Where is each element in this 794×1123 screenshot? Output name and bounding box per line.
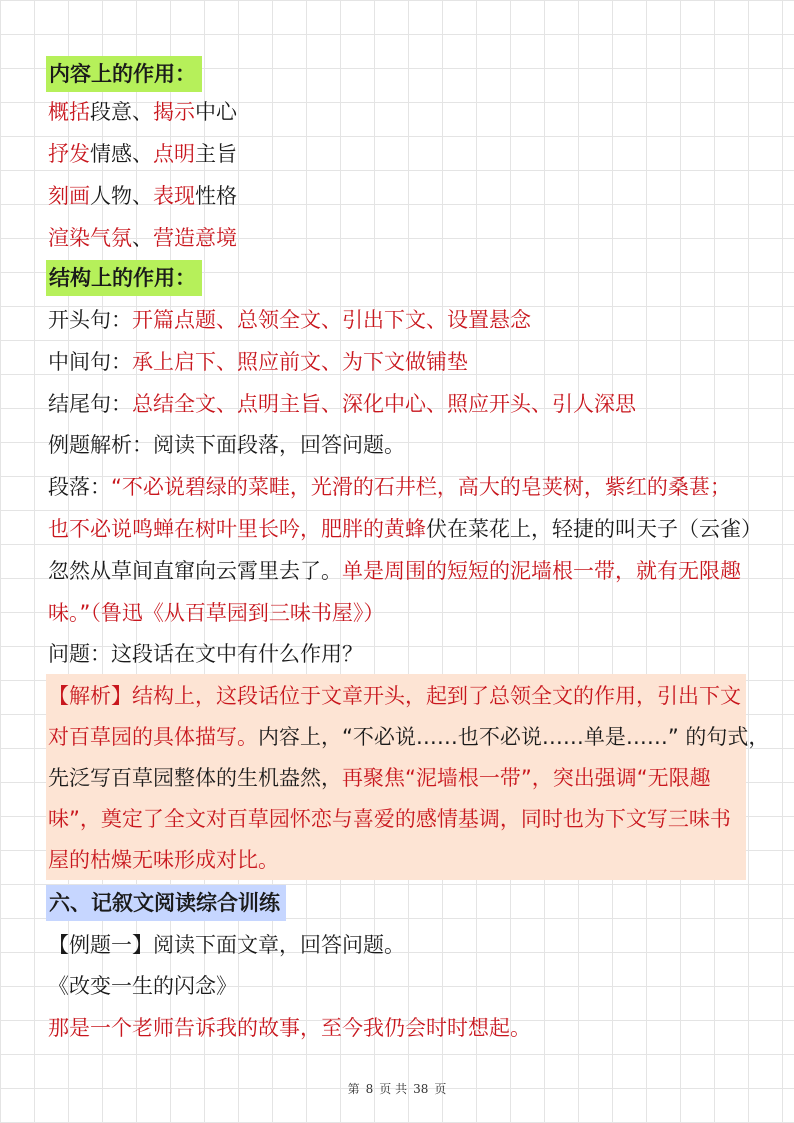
- text-segment: 也不必说鸣蝉在树叶里长吟，: [48, 517, 321, 541]
- article-first-line: [48, 1008, 531, 1048]
- text-segment: 开篇点题、总领全文、引出下文、设置悬念: [132, 308, 531, 332]
- text-segment: 揭示: [153, 100, 195, 124]
- analysis-line: [48, 676, 741, 716]
- text-segment: 单是周围的短短的泥墙根一带，就有无限趣: [342, 559, 741, 583]
- analysis-line: [48, 799, 731, 839]
- text-segment: 味”，奠定了全文对百草园怀恋与喜爱的感情基调，同时也为下文写三味书: [48, 807, 731, 831]
- structure-row-opening: [48, 300, 531, 340]
- example-one-intro: [48, 925, 405, 965]
- text-segment: 人物、: [90, 184, 153, 208]
- footer-total-pages: 38: [413, 1082, 429, 1096]
- article-title: [48, 966, 237, 1006]
- passage-line: [48, 551, 741, 591]
- text-segment: 渲染气氛: [48, 226, 132, 250]
- text-segment: “不必说碧绿的菜畦，光滑的石井栏，高大的皂荚树，紫红的桑葚；: [111, 475, 731, 499]
- text-segment: 伏在菜花上，轻捷的叫天子（云雀）: [426, 517, 762, 541]
- content-row: [48, 92, 237, 132]
- text-segment: 那是一个老师告诉我的故事，至今我仍会时时想起。: [48, 1016, 531, 1040]
- text-segment: 概括: [48, 100, 90, 124]
- text-segment: 肥胖的黄蜂: [321, 517, 426, 541]
- example-intro: [48, 425, 405, 465]
- content-row: [48, 176, 237, 216]
- text-segment: 情感、: [90, 142, 153, 166]
- text-segment: 刻画: [48, 184, 90, 208]
- section-six-heading: 六、记叙文阅读综合训练: [46, 885, 286, 921]
- text-segment: 性格: [195, 184, 237, 208]
- text-segment: 结构上，这段话位于文章开头，起到了总领全文的作用，引出下文: [132, 684, 741, 708]
- text-segment: 中心: [195, 100, 237, 124]
- footer-suffix: 页: [434, 1082, 447, 1096]
- text-segment: 段意、: [90, 100, 153, 124]
- passage-line: [48, 593, 384, 633]
- analysis-line: [48, 717, 769, 757]
- analysis-line: [48, 840, 279, 880]
- text-segment: 、: [132, 226, 153, 250]
- text-segment: 营造意境: [153, 226, 237, 250]
- text-segment: 例题解析：阅读下面段落，回答问题。: [48, 433, 405, 457]
- text-segment: 表现: [153, 184, 195, 208]
- text-segment: 【例题一】阅读下面文章，回答问题。: [48, 933, 405, 957]
- footer-prefix: 第: [347, 1082, 360, 1096]
- footer-page-number: 8: [365, 1082, 374, 1096]
- structure-row-ending: [48, 384, 636, 424]
- text-segment: 中间句：: [48, 350, 132, 374]
- text-segment: 【解析】: [48, 684, 132, 708]
- text-segment: 味。”（鲁迅《从百草园到三味书屋》）: [48, 601, 385, 625]
- content-row: [48, 134, 237, 174]
- footer-mid: 页 共: [379, 1082, 408, 1096]
- text-segment: 总结全文、点明主旨、深化中心、照应开头、引人深思: [132, 392, 636, 416]
- page-footer: [0, 1080, 794, 1097]
- text-segment: 开头句：: [48, 308, 132, 332]
- example-question: [48, 634, 363, 674]
- text-segment: 主旨: [195, 142, 237, 166]
- text-segment: 《改变一生的闪念》: [48, 974, 237, 998]
- text-segment: 问题：这段话在文中有什么作用？: [48, 642, 363, 666]
- text-segment: 先泛写百草园整体的生机盎然，: [48, 766, 342, 790]
- text-segment: 点明: [153, 142, 195, 166]
- analysis-line: [48, 758, 711, 798]
- text-segment: 忽然从草间直窜向云霄里去了。: [48, 559, 342, 583]
- content-effect-heading: 内容上的作用：: [46, 56, 202, 92]
- text-segment: 抒发: [48, 142, 90, 166]
- passage-line: [48, 509, 762, 549]
- text-segment: 段落：: [48, 475, 111, 499]
- structure-row-middle: [48, 342, 468, 382]
- passage-line: [48, 467, 731, 507]
- text-segment: 承上启下、照应前文、为下文做铺垫: [132, 350, 468, 374]
- text-segment: 结尾句：: [48, 392, 132, 416]
- text-segment: 内容上，“不必说……也不必说……单是……” 的句式，: [258, 725, 770, 749]
- text-segment: 对百草园的具体描写。: [48, 725, 258, 749]
- structure-effect-heading: 结构上的作用：: [46, 260, 202, 296]
- text-segment: 屋的枯燥无味形成对比。: [48, 848, 279, 872]
- content-row: [48, 218, 237, 258]
- text-segment: 再聚焦“泥墙根一带”，突出强调“无限趣: [342, 766, 711, 790]
